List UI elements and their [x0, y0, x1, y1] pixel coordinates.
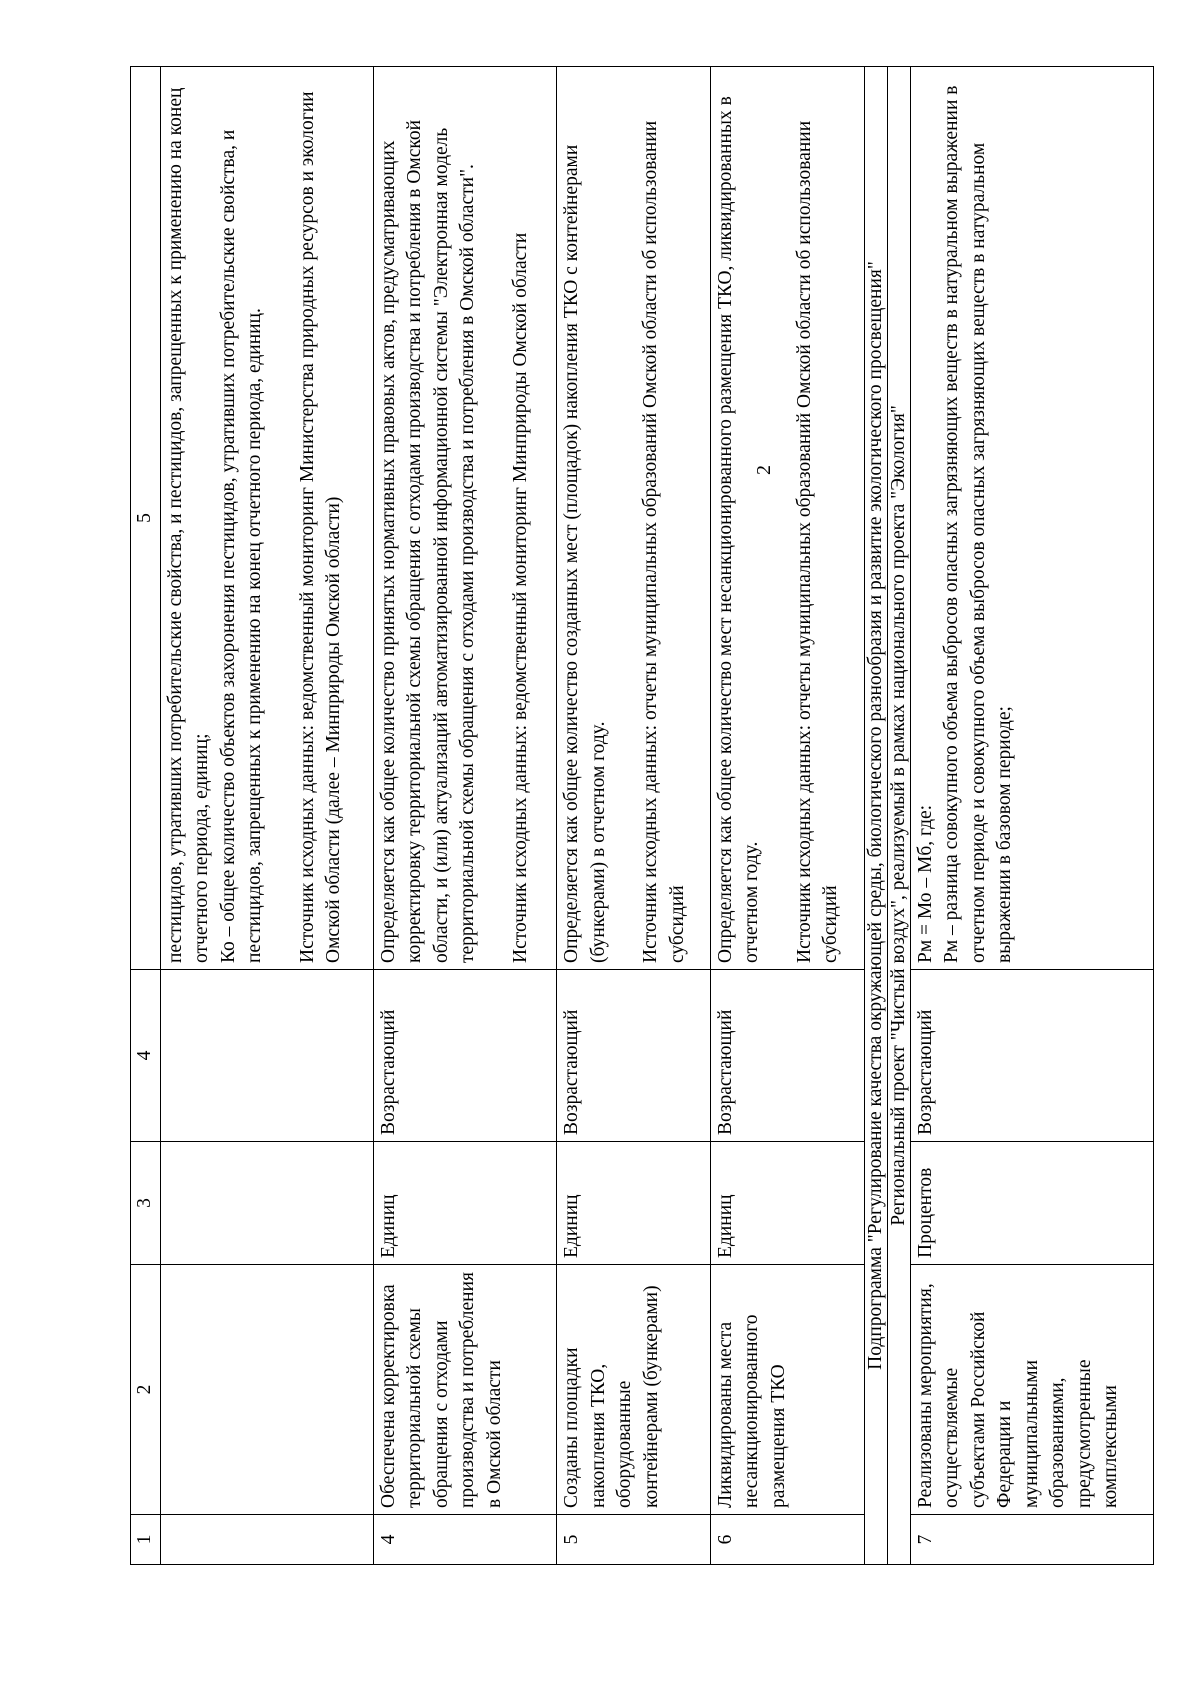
trend-cell: Возрастающий	[373, 970, 556, 1142]
table-row	[710, 67, 864, 1565]
unit-cell: Процентов	[910, 1142, 1153, 1265]
description-cell	[373, 67, 556, 970]
header-row	[131, 67, 161, 1565]
unit-cell: Единиц	[557, 1142, 711, 1265]
column-header: 5	[131, 67, 161, 970]
column-header: 3	[131, 1142, 161, 1265]
unit-cell: Единиц	[373, 1142, 556, 1265]
trend-cell: Возрастающий	[910, 970, 1153, 1142]
trend-cell: Возрастающий	[557, 970, 711, 1142]
row-number: 4	[373, 1515, 556, 1565]
indicators-table	[130, 66, 1154, 1565]
source-line: Источник исходных данных: ведомственный мониторинг Министерства природных ресурсов и экологии Омской области (далее – Минприроды Омской области)	[296, 91, 344, 963]
table-row	[160, 67, 373, 1565]
project-banner-row	[887, 67, 910, 1565]
trend-cell	[160, 970, 373, 1142]
indicator-name: Созданы площадки накопления ТКО, оборудованные контейнерами (бункерами)	[557, 1265, 711, 1515]
source-line: Источник исходных данных: отчеты муниципальных образований Омской области об использовании субсидий	[640, 120, 688, 963]
unit-cell: Единиц	[710, 1142, 864, 1265]
indicator-name: Обеспечена корректировка территориальной схемы обращения с отходами производства и потребления в Омской области	[373, 1265, 556, 1515]
unit-cell	[160, 1142, 373, 1265]
indicator-name	[160, 1265, 373, 1515]
table-row	[910, 67, 1153, 1565]
table-row	[373, 67, 556, 1565]
description-cell	[710, 67, 864, 970]
row-number: 7	[910, 1515, 1153, 1565]
indicator-name: Реализованы мероприятия, осуществляемые субъектами Российской Федерации и муниципальными образованиями, предусмотренные комплексными	[910, 1265, 1153, 1515]
subprogram-banner-row	[864, 67, 887, 1565]
formula-line: Рм = Мо – Мб, где:	[914, 804, 936, 963]
source-line: Источник исходных данных: ведомственный мониторинг Минприроды Омской области	[509, 232, 531, 963]
page-number: 2	[753, 465, 775, 475]
rotated-table-wrapper	[130, 67, 1154, 1565]
description-line: Определяется как общее количество мест несанкционированного размещения ТКО, ликвидированных в отчетном году.	[714, 96, 763, 963]
description-line: Рм – разница совокупного объема выбросов опасных загрязняющих веществ в натуральном выражении в отчетном периоде и совокупного объема выбросов опасных загрязняющих веществ в натуральном выражении в базовом периоде;	[941, 85, 1016, 963]
description-cell	[557, 67, 711, 970]
description-line: пестицидов, утративших потребительские свойства, и пестицидов, запрещенных к применению на конец отчетного периода, единиц;	[164, 87, 212, 963]
source-line: Источник исходных данных: отчеты муниципальных образований Омской области об использовании субсидий	[793, 120, 842, 963]
subprogram-banner: Подпрограмма "Регулирование качества окружающей среды, биологического разнообразия и развитие экологического просвещения"	[864, 67, 887, 1565]
description-line: Определяется как общее количество принятых нормативных правовых актов, предусматривающих корректировку территориальной схемы обращения с отходами производства и потребления в Омской области, и (или) актуализаций автоматизированной информационной системы "Электронная модель территориальной схемы обращения с отходами производства и потребления в Омской области".	[377, 119, 479, 963]
indicator-name: Ликвидированы места несанкционированного размещения ТКО	[710, 1265, 864, 1515]
trend-cell: Возрастающий	[710, 970, 864, 1142]
description-line: Ко – общее количество объектов захоронения пестицидов, утративших потребительские свойства, и пестицидов, запрещенных к применению на конец отчетного периода, единиц.	[217, 129, 265, 963]
column-header: 2	[131, 1265, 161, 1515]
project-banner: Региональный проект "Чистый воздух", реализуемый в рамках национального проекта "Экология"	[887, 67, 910, 1565]
description-cell	[910, 67, 1153, 970]
row-number: 6	[710, 1515, 864, 1565]
column-header: 4	[131, 970, 161, 1142]
description-cell	[160, 67, 373, 970]
row-number	[160, 1515, 373, 1565]
table-row	[557, 67, 711, 1565]
row-number: 5	[557, 1515, 711, 1565]
column-header: 1	[131, 1515, 161, 1565]
description-line: Определяется как общее количество созданных мест (площадок) накопления ТКО с контейнерами (бункерами) в отчетном году.	[561, 144, 609, 963]
